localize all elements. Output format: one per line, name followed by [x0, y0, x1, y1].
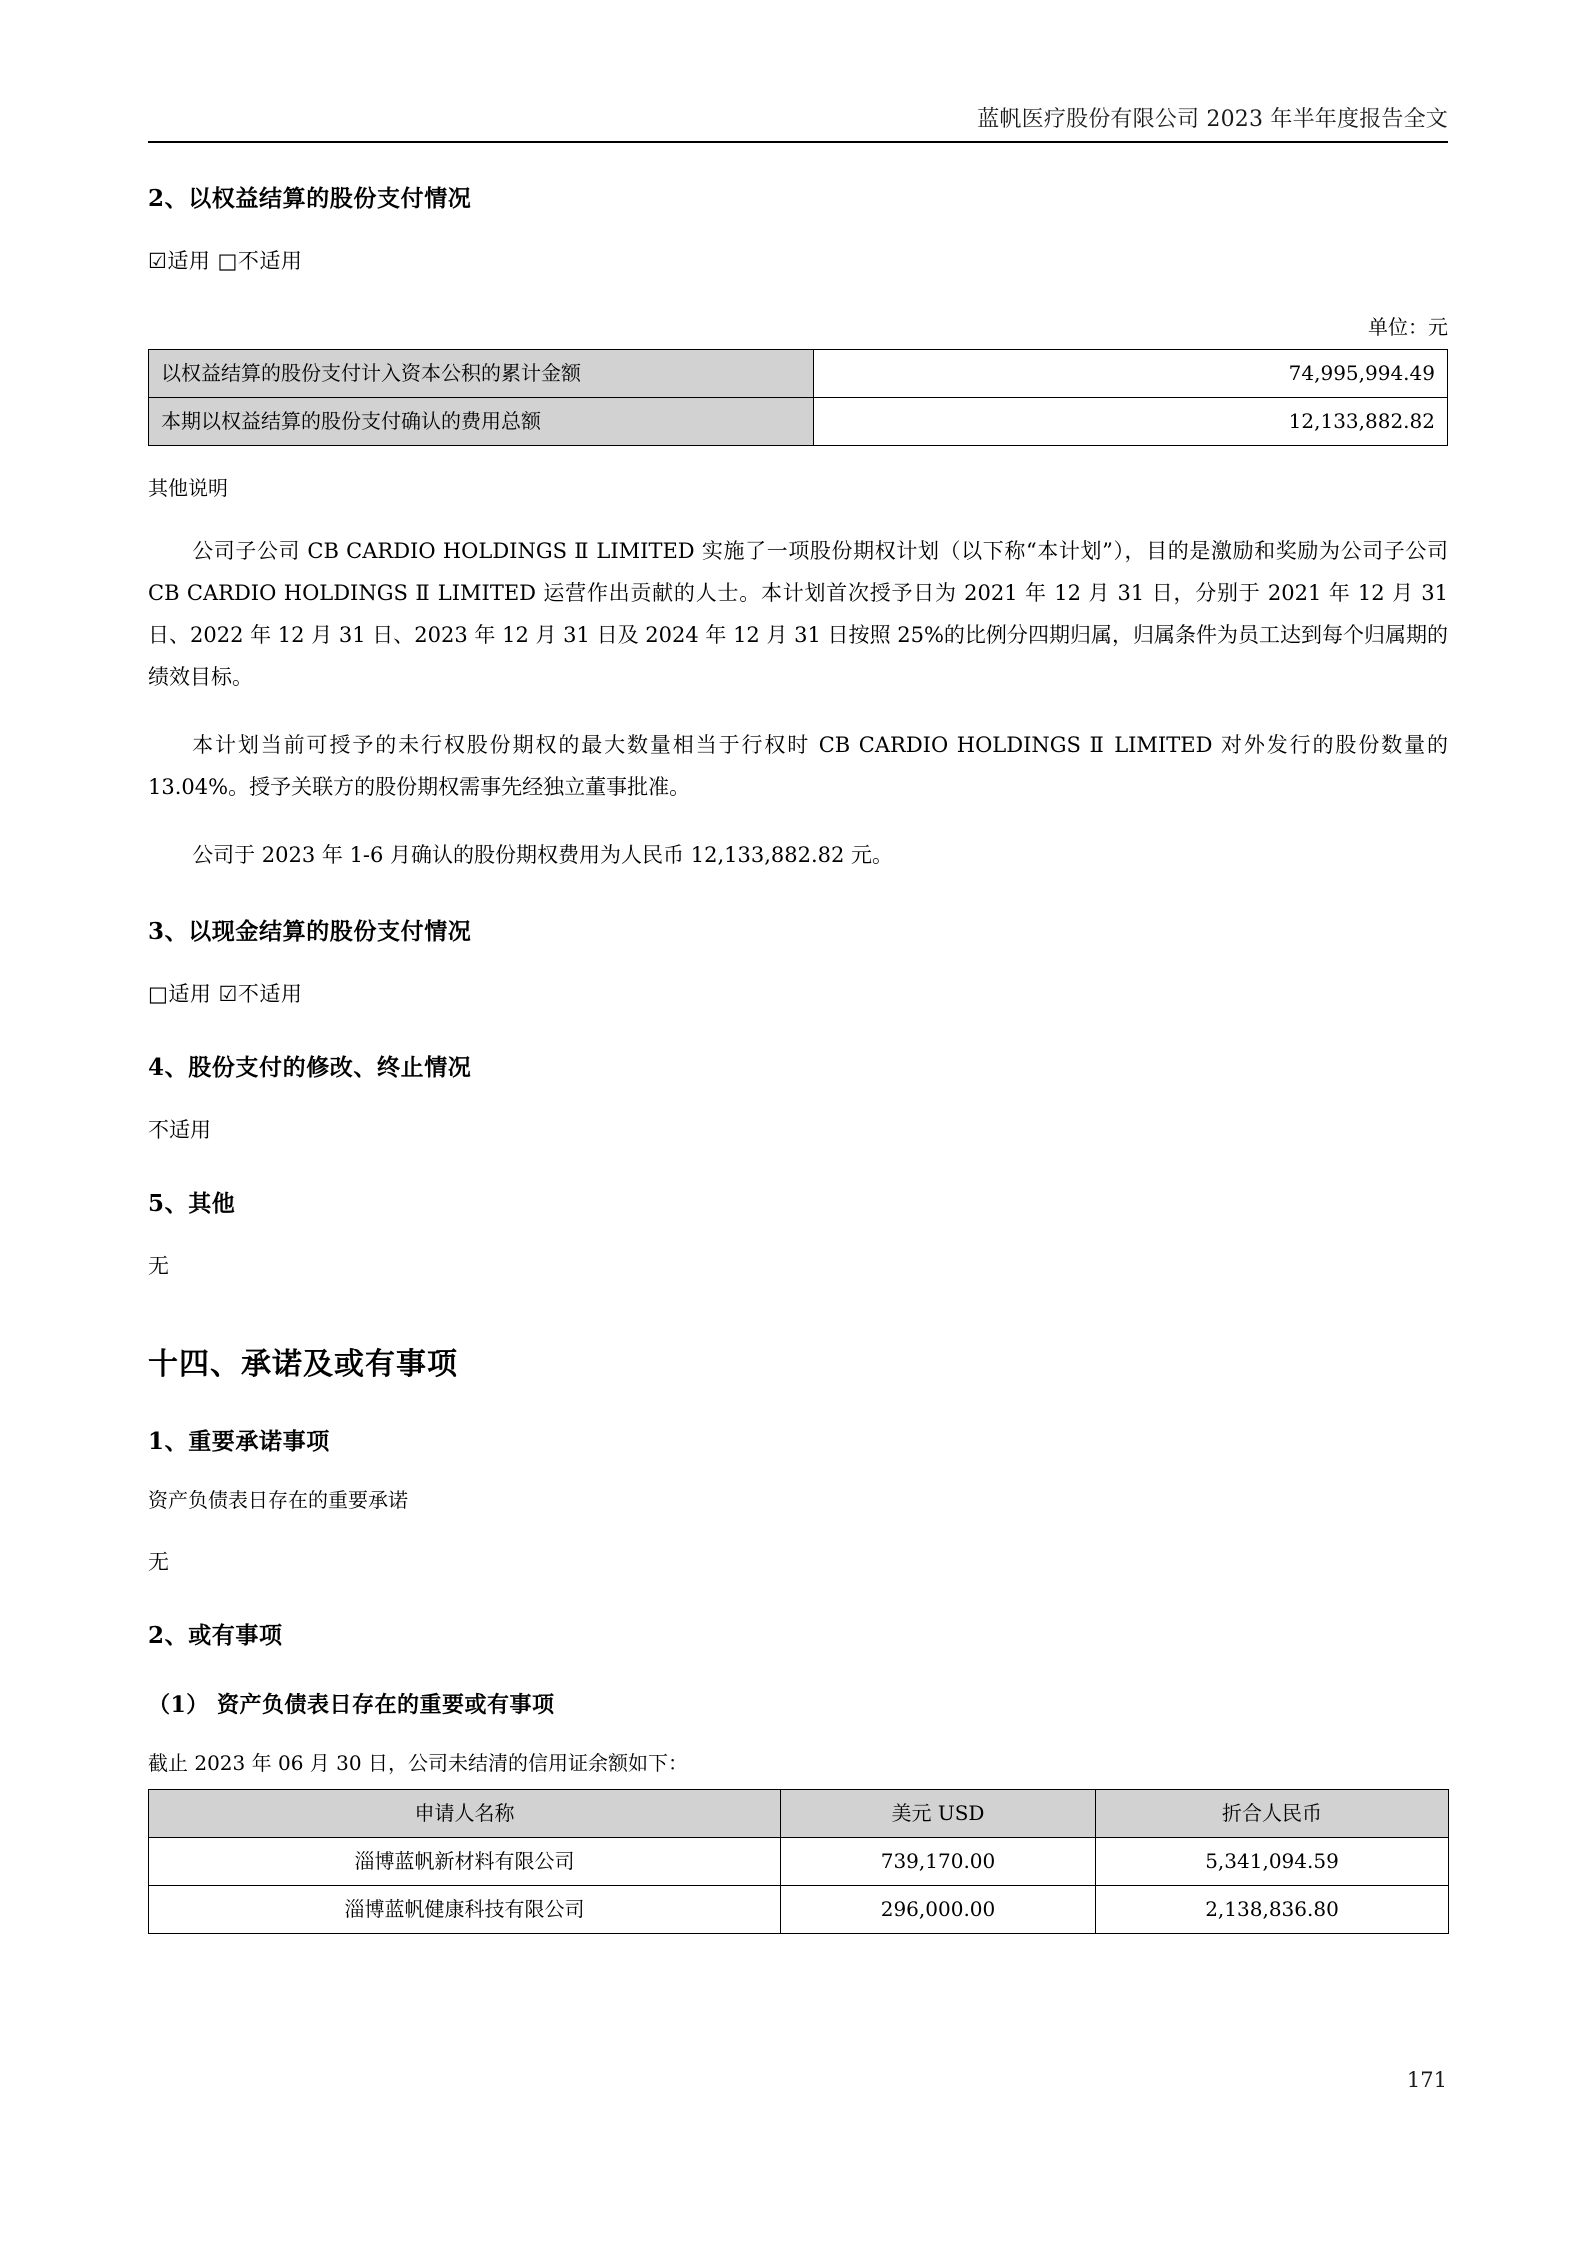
body-major-commitments: 无	[148, 1550, 169, 1574]
heading-major-commitments: 1、重要承诺事项	[148, 1427, 330, 1455]
paragraph-max-grantable-options: 本计划当前可授予的未行权股份期权的最大数量相当于行权时 CB CARDIO HOLDINGS Ⅱ LIMITED 对外发行的股份数量的 13.04%。授予关联方的股份期权需事先经独立董事批准。	[148, 732, 1448, 799]
equity-settled-amounts-table	[148, 349, 1448, 446]
heading-share-payment-other: 5、其他	[148, 1189, 236, 1217]
heading-significant-contingencies-at-balance-sheet-date: （1） 资产负债表日存在的重要或有事项	[148, 1691, 555, 1718]
running-header	[148, 0, 1448, 132]
unit-label-equity-table: 单位：元	[1368, 314, 1448, 339]
paragraph-share-option-plan: 公司子公司 CB CARDIO HOLDINGS Ⅱ LIMITED 实施了一项股份期权计划（以下称“本计划”），目的是激励和奖励为公司子公司 CB CARDIO HOLDINGS Ⅱ LIMITED 运营作出贡献的人士。本计划首次授予日为 2021 年 12 月 31 日，分别于 2021 年 12 月 31 日、2022 年 12 月 31 日、2023 年 12 月 31 日及 2024 年 12 月 31 日按照 25%的比例分四期归属，归属条件为员工达到每个归属期的绩效目标。	[148, 538, 1448, 689]
note-balance-sheet-date-commitments: 资产负债表日存在的重要承诺	[148, 1488, 408, 1512]
body-share-payment-modification: 不适用	[148, 1117, 211, 1142]
table-cell-cny: 2,138,836.80	[1096, 1885, 1449, 1933]
page-number: 171	[1406, 2068, 1447, 2092]
header-divider	[148, 141, 1448, 143]
running-header-title: 蓝帆医疗股份有限公司 2023 年半年度报告全文	[977, 107, 1448, 132]
table-row	[149, 397, 1448, 445]
table-cell-applicant: 淄博蓝帆新材料有限公司	[149, 1837, 781, 1885]
outstanding-letters-of-credit-table	[148, 1789, 1449, 1934]
applicability-equity-settled: ☑适用 □不适用	[148, 249, 303, 274]
table-column-header-applicant: 申请人名称	[149, 1789, 781, 1837]
page-content	[148, 0, 1448, 1934]
table-column-header-cny: 折合人民币	[1096, 1789, 1449, 1837]
table-cell-value: 12,133,882.82	[814, 397, 1448, 445]
heading-contingencies: 2、或有事项	[148, 1621, 283, 1649]
table-cell-label: 以权益结算的股份支付计入资本公积的累计金额	[149, 349, 814, 397]
table-cell-label: 本期以权益结算的股份支付确认的费用总额	[149, 397, 814, 445]
table-row	[149, 1885, 1449, 1933]
table-cell-cny: 5,341,094.59	[1096, 1837, 1449, 1885]
applicability-cash-settled: □适用 ☑不适用	[148, 982, 303, 1007]
table-cell-value: 74,995,994.49	[814, 349, 1448, 397]
other-note-label: 其他说明	[148, 475, 228, 500]
table-column-header-usd: 美元 USD	[781, 1789, 1096, 1837]
heading-cash-settled-share-payment: 3、以现金结算的股份支付情况	[148, 917, 472, 945]
body-share-payment-other: 无	[148, 1253, 169, 1278]
table-cell-usd: 296,000.00	[781, 1885, 1096, 1933]
heading-equity-settled-share-payment: 2、以权益结算的股份支付情况	[148, 185, 472, 213]
table-cell-usd: 739,170.00	[781, 1837, 1096, 1885]
table-cell-applicant: 淄博蓝帆健康科技有限公司	[149, 1885, 781, 1933]
heading-commitments-and-contingencies: 十四、承诺及或有事项	[148, 1347, 458, 1383]
intro-outstanding-letters-of-credit: 截止 2023 年 06 月 30 日，公司未结清的信用证余额如下：	[148, 1750, 688, 1775]
table-row	[149, 349, 1448, 397]
heading-share-payment-modification: 4、股份支付的修改、终止情况	[148, 1053, 472, 1081]
paragraph-recognised-expense: 公司于 2023 年 1-6 月确认的股份期权费用为人民币 12,133,882.82 元。	[192, 842, 894, 867]
table-header-row	[149, 1789, 1449, 1837]
table-row	[149, 1837, 1449, 1885]
